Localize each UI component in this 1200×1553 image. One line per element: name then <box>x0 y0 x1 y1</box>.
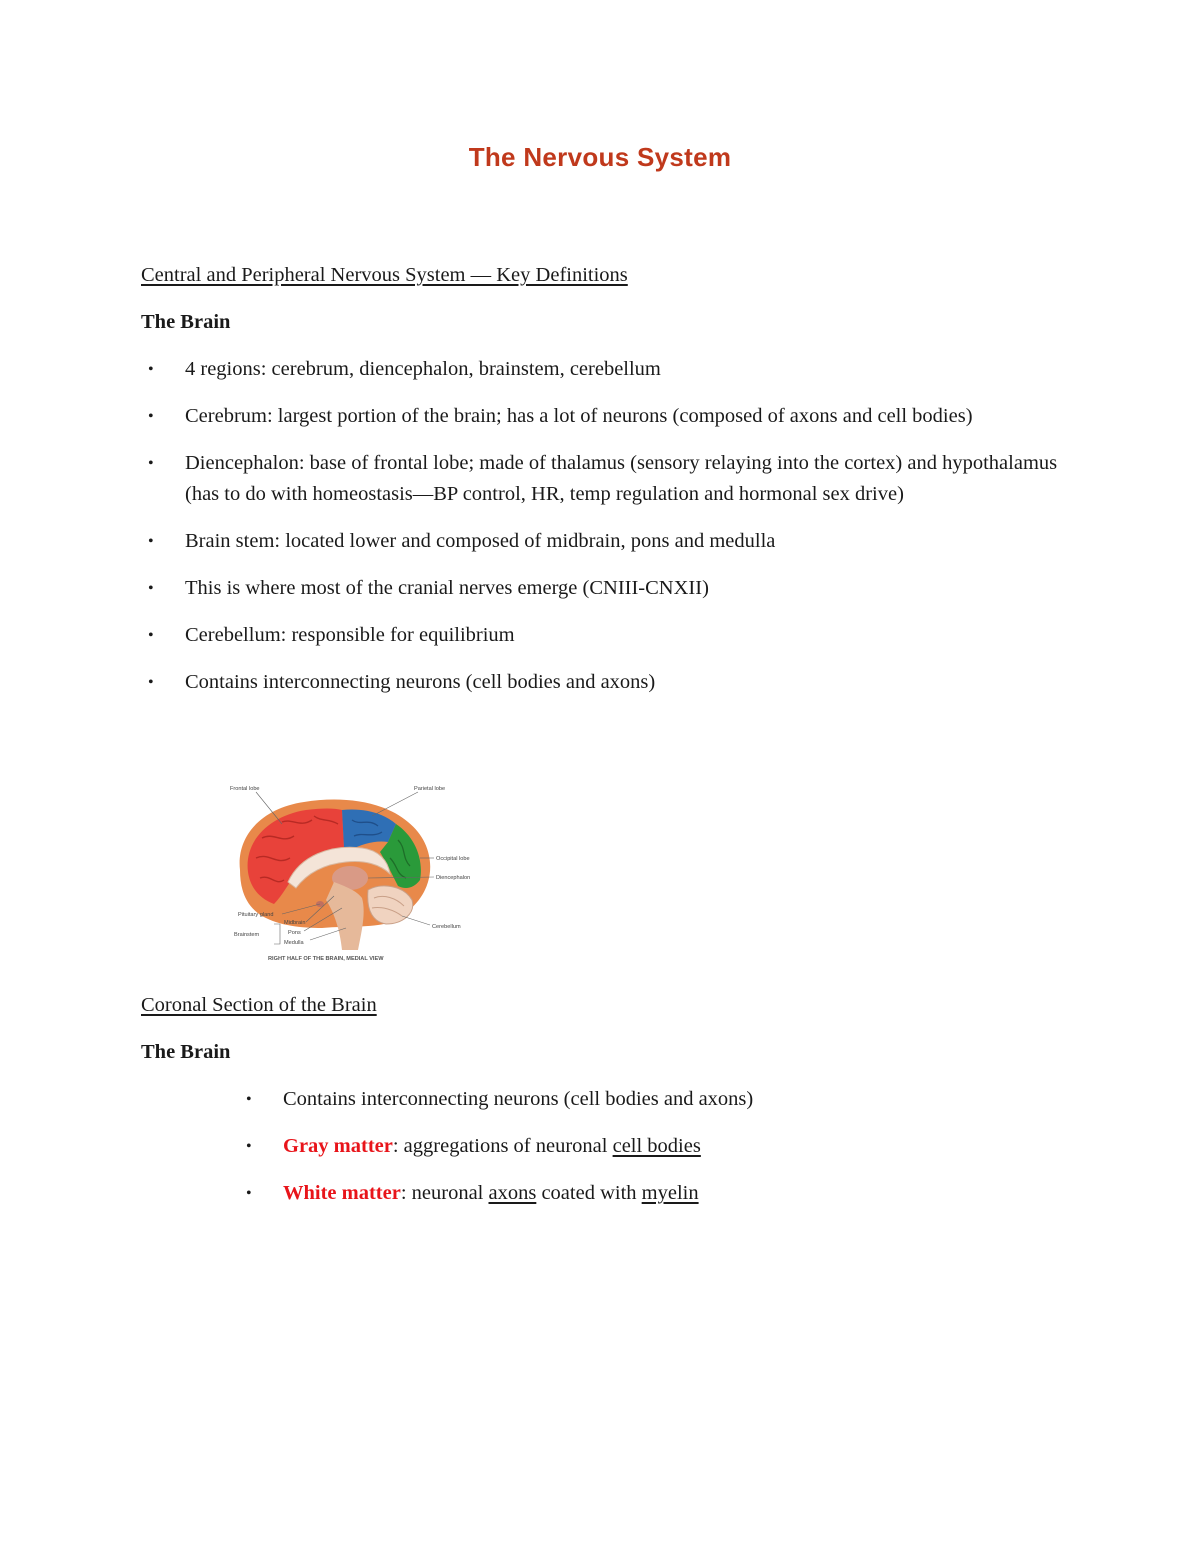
brain-medial-view-figure <box>222 778 484 966</box>
myelin-term: myelin <box>641 1182 699 1204</box>
white-matter-text-2: coated with <box>536 1182 642 1204</box>
bullet-icon: • <box>148 627 154 644</box>
list-item <box>148 620 1065 651</box>
page-title: The Nervous System <box>468 142 732 172</box>
list-item <box>148 354 1065 385</box>
label-medulla: Medulla <box>284 940 304 946</box>
brain-diagram <box>222 778 484 966</box>
label-brainstem: Brainstem <box>234 932 260 938</box>
bullet-icon: • <box>148 455 154 472</box>
label-pituitary-gland: Pituitary gland <box>238 912 274 918</box>
bullet-icon: • <box>148 361 154 378</box>
list-item-text: Diencephalon: base of frontal lobe; made of thalamus (sensory relaying into the cortex) and hypothalamus (has to do with homeostasis—BP control, HR, temp regulation and hormonal sex drive) <box>185 452 1058 505</box>
list-item <box>148 448 1065 510</box>
subheading-the-brain: The Brain <box>141 311 231 333</box>
list-item-text: Contains interconnecting neurons (cell bodies and axons) <box>185 671 656 693</box>
list-item <box>246 1178 1083 1209</box>
list-item <box>246 1084 1083 1115</box>
list-item-text: Contains interconnecting neurons (cell bodies and axons) <box>283 1088 754 1110</box>
list-item-text: Cerebellum: responsible for equilibrium <box>185 624 515 646</box>
bullet-icon: • <box>148 408 154 425</box>
list-item-text: This is where most of the cranial nerves emerge (CNIII-CNXII) <box>185 577 709 599</box>
figure-caption: RIGHT HALF OF THE BRAIN, MEDIAL VIEW <box>268 956 384 962</box>
term-white-matter: White matter <box>283 1182 401 1204</box>
bullet-icon: • <box>148 533 154 550</box>
list-item <box>148 526 1065 557</box>
list-item-text: Cerebrum: largest portion of the brain; has a lot of neurons (composed of axons and cell bodies) <box>185 405 973 427</box>
gray-matter-text: : aggregations of neuronal <box>392 1135 613 1157</box>
list-item <box>148 401 1065 432</box>
list-item <box>246 1131 1083 1162</box>
coronal-list <box>246 1084 1083 1225</box>
list-item <box>148 667 1065 698</box>
section-heading-coronal: Coronal Section of the Brain <box>141 994 377 1016</box>
bullet-icon: • <box>148 674 154 691</box>
label-diencephalon: Diencephalon <box>436 875 471 881</box>
label-parietal-lobe: Parietal lobe <box>414 786 446 792</box>
list-item-text: 4 regions: cerebrum, diencephalon, brainstem, cerebellum <box>185 358 661 380</box>
label-frontal-lobe: Frontal lobe <box>230 786 260 792</box>
bullet-icon: • <box>246 1185 252 1202</box>
subheading-the-brain-2: The Brain <box>141 1041 231 1063</box>
label-cerebellum: Cerebellum <box>432 924 461 930</box>
axons-term: axons <box>488 1182 537 1204</box>
cell-bodies-term: cell bodies <box>612 1135 701 1157</box>
bullet-icon: • <box>148 580 154 597</box>
label-pons: Pons <box>288 930 301 936</box>
white-matter-text-1: : neuronal <box>400 1182 489 1204</box>
label-midbrain: Midbrain <box>284 920 306 926</box>
section-heading-cns-pns: Central and Peripheral Nervous System — Key Definitions <box>141 264 628 286</box>
brain-regions-list <box>148 354 1065 714</box>
list-item <box>148 573 1065 604</box>
list-item-text: Brain stem: located lower and composed of midbrain, pons and medulla <box>185 530 776 552</box>
label-occipital-lobe: Occipital lobe <box>436 856 470 862</box>
term-gray-matter: Gray matter <box>283 1135 393 1157</box>
bullet-icon: • <box>246 1091 252 1108</box>
bullet-icon: • <box>246 1138 252 1155</box>
